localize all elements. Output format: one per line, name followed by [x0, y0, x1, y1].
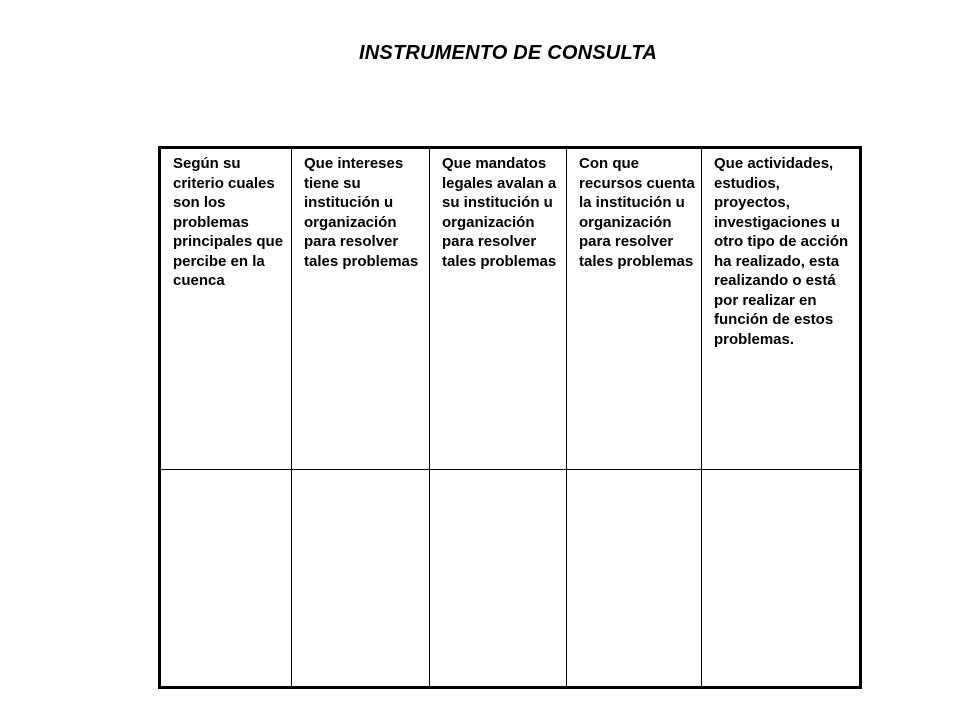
answer-cell-resources[interactable]	[567, 470, 702, 688]
answer-cell-activities[interactable]	[702, 470, 861, 688]
header-cell-resources	[567, 148, 702, 470]
document-title: INSTRUMENTO DE CONSULTA	[359, 42, 657, 64]
consultation-table	[158, 146, 862, 689]
header-cell-problems	[160, 148, 292, 470]
table-header-row	[160, 148, 861, 470]
header-label-legal-mandates: Que mandatos legales avalan a su institución u organización para resolver tales problemas	[442, 155, 557, 270]
header-cell-activities	[702, 148, 861, 470]
header-label-problems: Según su criterio cuales son los problemas principales que percibe en la cuenca	[173, 155, 284, 289]
answer-cell-problems[interactable]	[160, 470, 292, 688]
table-row	[160, 470, 861, 688]
header-label-activities: Que actividades, estudios, proyectos, investigaciones u otro tipo de acción ha realizado, esta realizando o está por realizar en función de estos problemas.	[714, 155, 849, 348]
answer-cell-legal-mandates[interactable]	[430, 470, 567, 688]
answer-cell-interests[interactable]	[292, 470, 430, 688]
header-cell-interests	[292, 148, 430, 470]
header-cell-legal-mandates	[430, 148, 567, 470]
header-label-resources: Con que recursos cuenta la institución u organización para resolver tales problemas	[579, 155, 695, 270]
header-label-interests: Que intereses tiene su institución u organización para resolver tales problemas	[304, 155, 419, 270]
